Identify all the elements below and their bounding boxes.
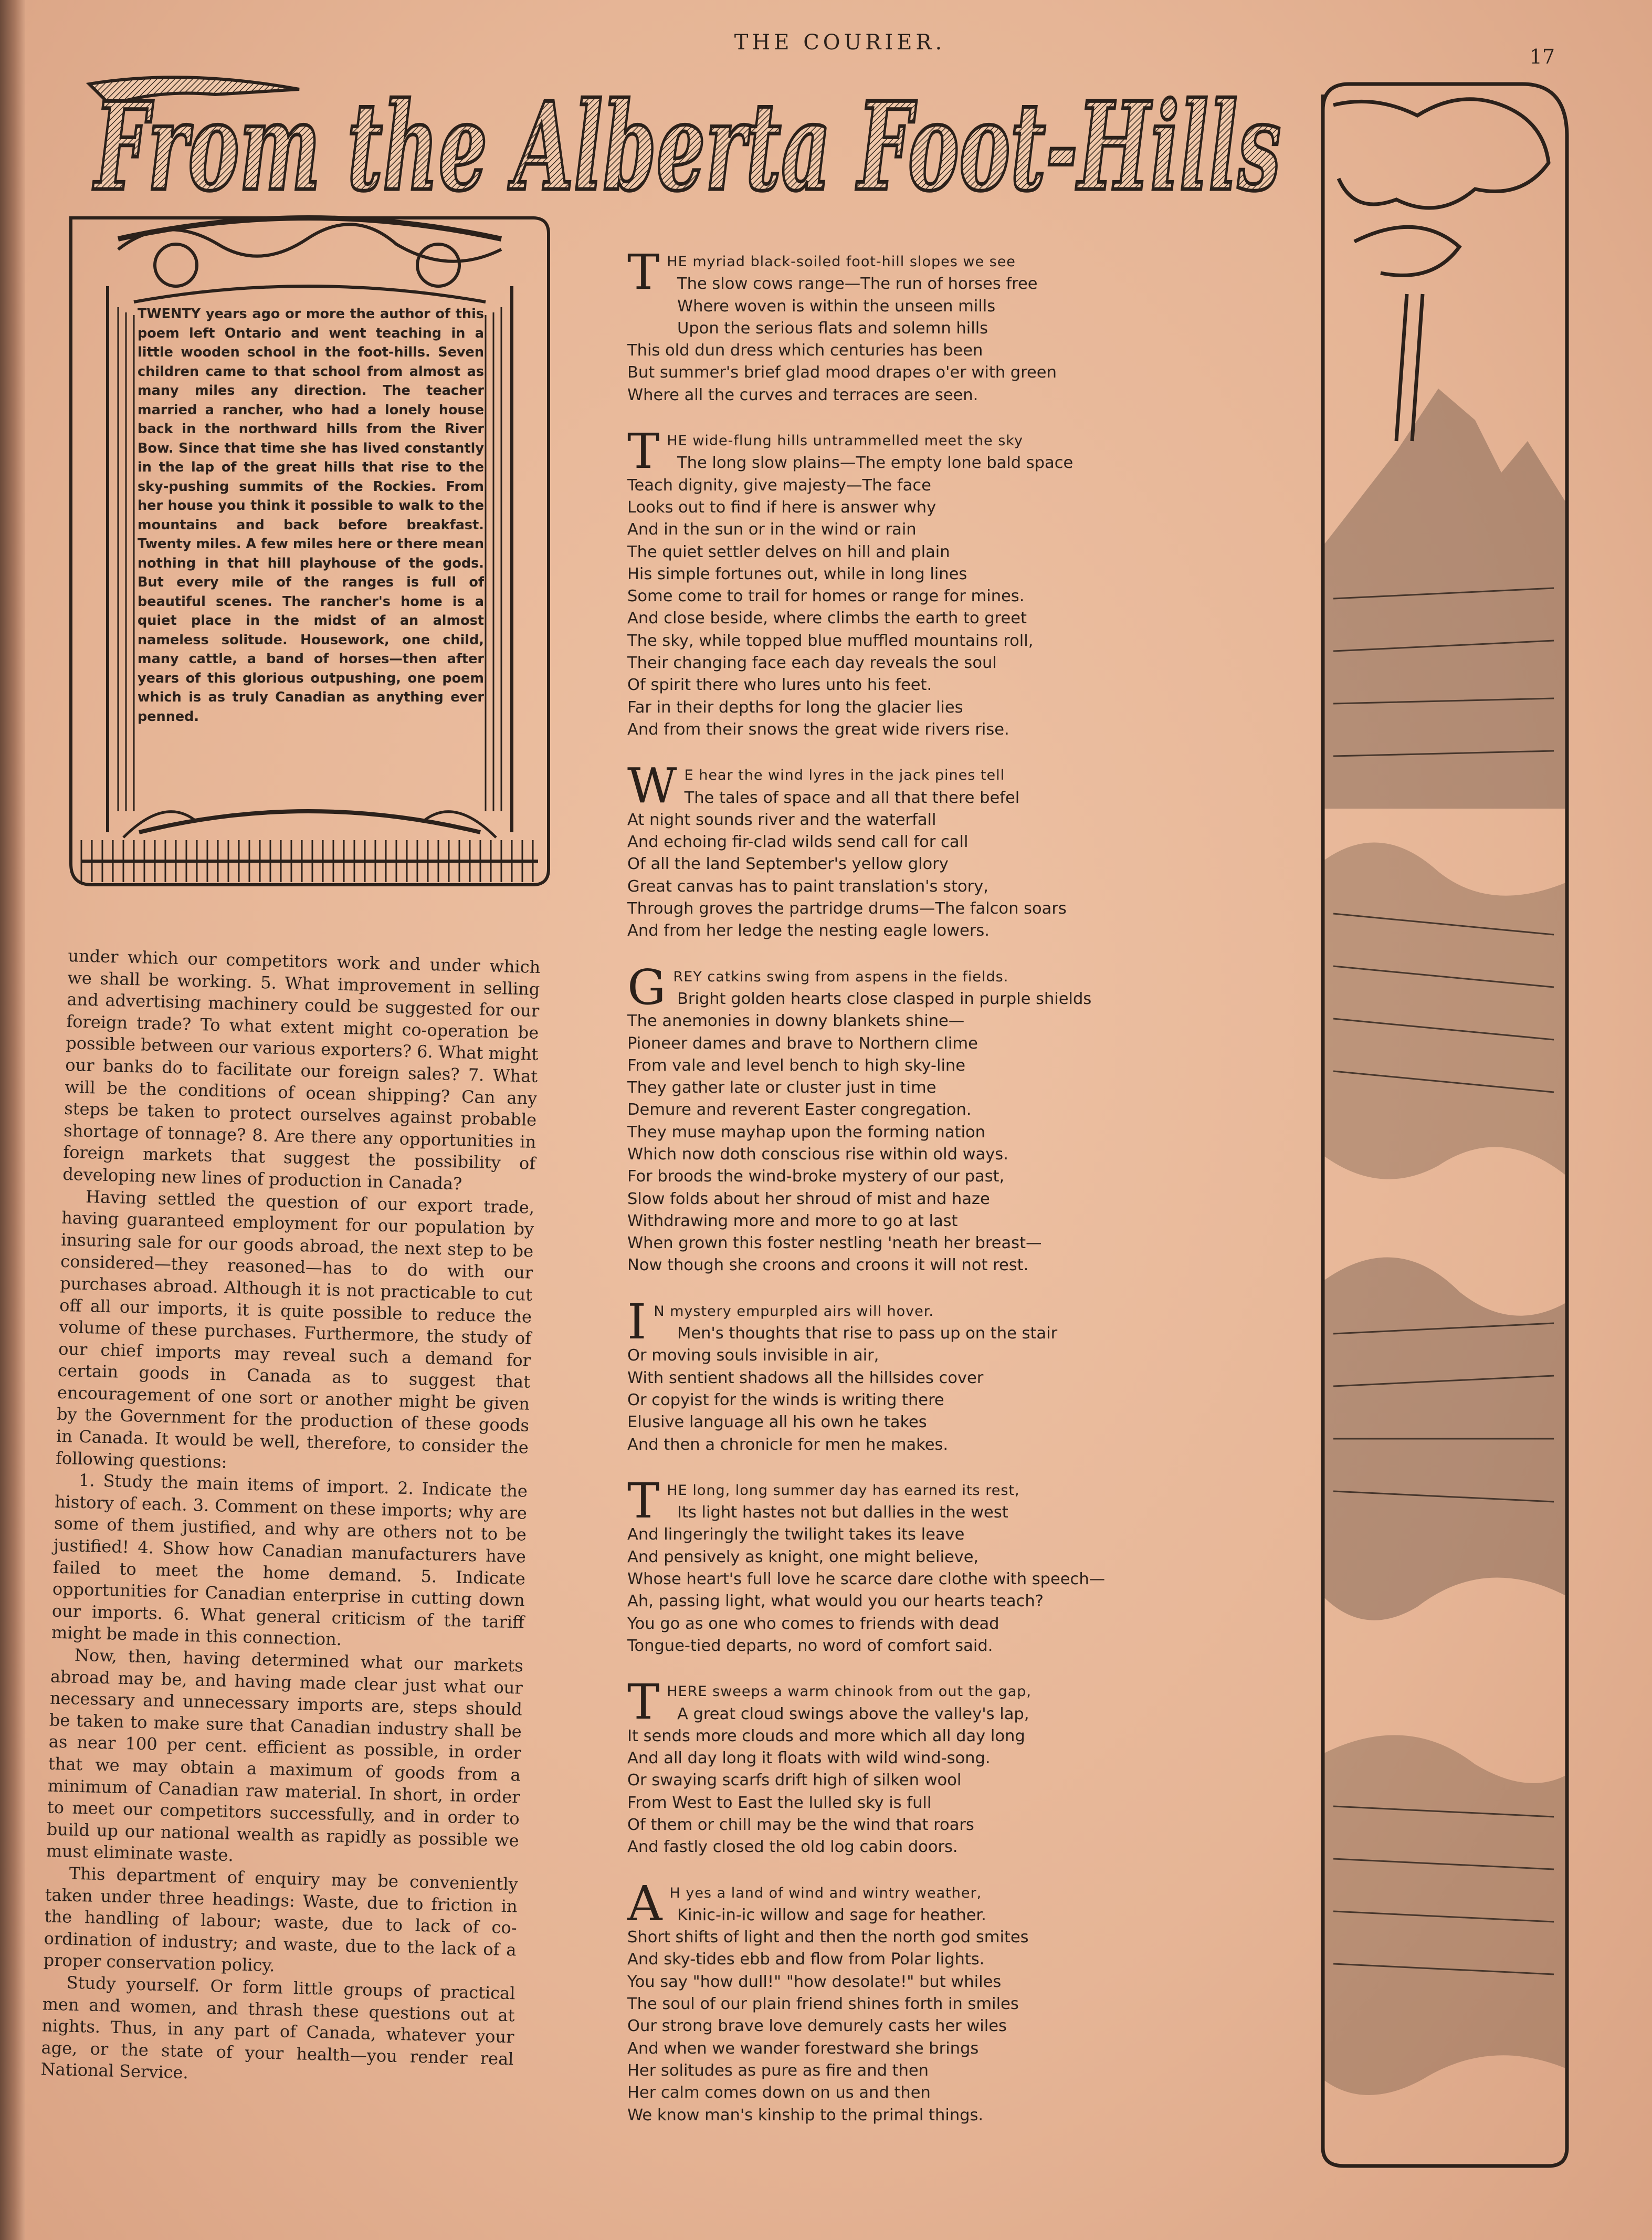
drop-cap: W xyxy=(627,758,677,814)
poem-line: The slow cows range—The run of horses free xyxy=(677,275,1038,294)
poem-line: Some come to trail for homes or range for mines. xyxy=(627,587,1025,606)
poem-line: Upon the serious flats and solemn hills xyxy=(677,319,988,338)
poem-line: HE myriad black-soiled foot-hill slopes we see xyxy=(667,254,1016,270)
poem-line: This old dun dress which centuries has been xyxy=(627,341,983,360)
binding-gutter xyxy=(0,0,25,2240)
poem-line: Their changing face each day reveals the soul xyxy=(627,654,997,673)
poem-line: Its light hastes not but dallies in the west xyxy=(677,1503,1008,1522)
poem-line: The long slow plains—The empty lone bald space xyxy=(677,454,1074,473)
poem-line: Looks out to find if here is answer why xyxy=(627,498,937,517)
drop-cap: I xyxy=(627,1293,647,1350)
drop-cap: T xyxy=(627,1674,660,1731)
poem-line: The soul of our plain friend shines forth in smiles xyxy=(627,1995,1019,2014)
poem-line: Of spirit there who lures unto his feet. xyxy=(627,676,932,695)
poem-line: Of them or chill may be the wind that roars xyxy=(627,1816,974,1834)
poem-line: H yes a land of wind and wintry weather, xyxy=(669,1885,982,1901)
paragraph: This department of enquiry may be conveniently taken under three headings: Waste, due to friction in the handling of labour; waste, due to lack of co-ordination of industry; and waste, due to the lack of a proper conservation policy. xyxy=(43,1863,519,1976)
poem-line: Tongue-tied departs, no word of comfort said. xyxy=(627,1636,993,1655)
poem-line: HE wide-flung hills untrammelled meet the sky xyxy=(667,433,1023,449)
poem-line: And close beside, where climbs the earth to greet xyxy=(627,609,1027,628)
poem-stanza xyxy=(627,1674,1194,1858)
poem-line: They muse mayhap upon the forming nation xyxy=(627,1123,985,1142)
poem-stanza xyxy=(627,1472,1194,1657)
poem-line: Slow folds about her shroud of mist and haze xyxy=(627,1189,990,1208)
poem-line: But summer's brief glad mood drapes o'er with green xyxy=(627,363,1057,382)
poem-line: You say "how dull!" "how desolate!" but whiles xyxy=(627,1972,1002,1991)
poem-line: When grown this foster nestling 'neath her breast— xyxy=(627,1234,1042,1253)
poem-line: At night sounds river and the waterfall xyxy=(627,810,937,829)
poem-line: Our strong brave love demurely casts her wiles xyxy=(627,2017,1007,2036)
poem-line: Elusive language all his own he takes xyxy=(627,1413,927,1432)
poem-stanza xyxy=(627,959,1194,1277)
poem-line: We know man's kinship to the primal things. xyxy=(627,2106,984,2124)
poem-line: And then a chronicle for men he makes. xyxy=(627,1435,949,1454)
poem-line: Or moving souls invisible in air, xyxy=(627,1346,879,1365)
poem-line: Kinic-in-ic willow and sage for heather. xyxy=(677,1906,986,1924)
poem-line: N mystery empurpled airs will hover. xyxy=(654,1303,934,1320)
poem-line: And all day long it floats with wild wind-song. xyxy=(627,1749,991,1768)
poem-line: Her solitudes as pure as fire and then xyxy=(627,2061,929,2080)
paragraph: 1. Study the main items of import. 2. Indicate the history of each. 3. Comment on these imports; why are some of them justified, and why are others not to be justified! 4. Show how Canadian manufacturers have failed to meet the home demand. 5. Indicate opportunities for Canadian enterprise in cutting down our imports. 6. What general criticism of the tariff might be made in this connection. xyxy=(51,1470,528,1650)
poem-line: Now though she croons and croons it will not rest. xyxy=(627,1256,1029,1275)
poem-line: Of all the land September's yellow glory xyxy=(627,855,949,874)
poem-line: Or swaying scarfs drift high of silken wool xyxy=(627,1771,962,1790)
poem-line: E hear the wind lyres in the jack pines tell xyxy=(684,767,1005,784)
poem-line: Which now doth conscious rise within old ways. xyxy=(627,1145,1008,1164)
article-column xyxy=(40,945,541,2092)
poem-line: Where woven is within the unseen mills xyxy=(677,297,996,316)
mountain-illustration xyxy=(1302,74,1580,2174)
poem-line: Ah, passing light, what would you our hearts teach? xyxy=(627,1592,1044,1611)
poem-line: The sky, while topped blue muffled mountains roll, xyxy=(627,631,1034,650)
drop-cap: T xyxy=(627,423,660,480)
poem-line: And from her ledge the nesting eagle lowers. xyxy=(627,922,990,940)
poem-line: A great cloud swings above the valley's lap, xyxy=(677,1704,1029,1723)
drop-cap: T xyxy=(627,244,660,300)
foothills-drawing xyxy=(1302,74,1580,2174)
poem-line: Whose heart's full love he scarce dare clothe with speech— xyxy=(627,1570,1106,1589)
svg-text:From the Alberta Foot-Hills: From the Alberta Foot-Hills xyxy=(92,76,1281,218)
poem-line: You go as one who comes to friends with dead xyxy=(627,1614,999,1633)
intro-text: TWENTY years ago or more the author of this poem left Ontario and went teaching in a little wooden school in the foot-hills. Seven children came to that school from almost as many miles any direction. The teacher married a rancher, who had a lonely house back in the northward hills from the River Bow. Since that time she has lived constantly in the lap of the great hills that rise to the sky-pushing summits of the Rockies. From her house you think it possible to walk to the mountains and back before breakfast. Twenty miles. A few miles here or there mean nothing in that hill playhouse of the gods. But every mile of the ranges is full of beautiful scenes. The rancher's home is a quiet place in the midst of an almost nameless solitude. Housework, one child, many cattle, a band of horses—then after years of this glorious outpushing, one poem which is as truly Canadian as anything ever penned. xyxy=(138,306,484,725)
poem-line: And lingeringly the twilight takes its leave xyxy=(627,1525,965,1544)
poem-line: Her calm comes down on us and then xyxy=(627,2084,931,2102)
poem-line: HERE sweeps a warm chinook from out the gap, xyxy=(667,1683,1032,1700)
headline xyxy=(79,74,1297,226)
poem-line: Withdrawing more and more to go at last xyxy=(627,1211,958,1230)
headline-lettering xyxy=(79,74,1297,226)
poem-line: Men's thoughts that rise to pass up on the stair xyxy=(677,1324,1058,1343)
poem-line: From vale and level bench to high sky-line xyxy=(627,1056,966,1075)
poem-stanza xyxy=(627,1293,1194,1456)
poem-line: Short shifts of light and then the north god smites xyxy=(627,1928,1029,1947)
poem-line: Teach dignity, give majesty—The face xyxy=(627,476,931,495)
poem-stanza xyxy=(627,423,1194,741)
poem-line: And sky-tides ebb and flow from Polar lights. xyxy=(627,1950,985,1969)
poem-line: Bright golden hearts close clasped in purple shields xyxy=(677,989,1092,1008)
poem-stanza xyxy=(627,1875,1194,2127)
poem-line: Or copyist for the winds is writing there xyxy=(627,1390,944,1409)
poem-line: And when we wander forestward she brings xyxy=(627,2039,979,2058)
poem-line: And echoing fir-clad wilds send call for call xyxy=(627,833,969,852)
poem-line: It sends more clouds and more which all day long xyxy=(627,1726,1025,1745)
poem-line: From West to East the lulled sky is full xyxy=(627,1793,932,1812)
poem-line: And fastly closed the old log cabin doors. xyxy=(627,1838,958,1857)
running-head: THE COURIER. xyxy=(734,30,946,55)
poem-line: Where all the curves and terraces are seen. xyxy=(627,385,978,404)
poem-line: They gather late or cluster just in time xyxy=(627,1079,937,1097)
page-number: 17 xyxy=(1529,45,1555,68)
poem-line: And from their snows the great wide rivers rise. xyxy=(627,720,1009,739)
poem-line: And pensively as knight, one might believe, xyxy=(627,1547,979,1566)
poem-line: And in the sun or in the wind or rain xyxy=(627,520,917,539)
paragraph: Now, then, having determined what our markets abroad may be, and having made clear just what our necessary and unnecessary imports are, steps should be taken to make sure that Canadian industry shall be as near 100 per cent. efficient as possible, in order that we may obtain a maximum of goods from a minimum of Canadian raw material. In short, in order to meet our competitors successfully, and in order to build up our national wealth as rapidly as possible we must eliminate waste. xyxy=(46,1645,524,1866)
poem-line: The quiet settler delves on hill and plain xyxy=(627,542,950,561)
poem xyxy=(627,244,1194,2150)
poem-line: Pioneer dames and brave to Northern clime xyxy=(627,1034,978,1053)
drop-cap: A xyxy=(627,1875,662,1932)
drop-cap: T xyxy=(627,1472,660,1529)
poem-line: Demure and reverent Easter congregation. xyxy=(627,1101,972,1119)
poem-line: The anemonies in downy blankets shine— xyxy=(627,1012,965,1031)
poem-line: Far in their depths for long the glacier lies xyxy=(627,698,963,717)
poem-line: His simple fortunes out, while in long lines xyxy=(627,564,967,583)
poem-line: For broods the wind-broke mystery of our past, xyxy=(627,1167,1005,1186)
paragraph: Study yourself. Or form little groups of practical men and women, and thrash these questions out at nights. Thus, in any part of Canada, whatever your age, or the state of your health—you render real National Service. xyxy=(40,1972,515,2083)
poem-line: Great canvas has to paint translation's story, xyxy=(627,877,988,896)
poem-line: With sentient shadows all the hillsides cover xyxy=(627,1368,984,1387)
poem-stanza xyxy=(627,758,1194,942)
poem-stanza xyxy=(627,244,1194,406)
poem-line: The tales of space and all that there befel xyxy=(684,788,1020,807)
poem-line: Through groves the partridge drums—The falcon soars xyxy=(627,899,1067,918)
paragraph: under which our competitors work and under which we shall be working. 5. What improvement in selling and advertising machinery could be suggested for our foreign trade? To what extent might co-operation be possible between our various exporters? 6. What might our banks do to facilitate our foreign sales? 7. What will be the conditions of ocean shipping? Can any steps be taken to protect ourselves against probable shortage of tonnage? 8. Are there any opportunities in foreign markets that suggest the possibility of developing new lines of production in Canada? xyxy=(62,945,541,1194)
paragraph: Having settled the question of our export trade, having guaranteed employment for our population by insuring sale for our goods abroad, the next step to be considered—they reasoned—has to do with our purchases abroad. Although it is not practicable to cut off all our imports, it is quite possible to reduce the volume of these purchases. Furthermore, the study of our chief imports may reveal such a demand for certain goods in Canada as to suggest that encouragement of one sort or another might be given by the Government for the production of these goods in Canada. It would be well, therefore, to consider the following questions: xyxy=(55,1186,535,1472)
drop-cap: G xyxy=(627,959,666,1016)
poem-line: HE long, long summer day has earned its rest, xyxy=(667,1482,1020,1499)
poem-line: REY catkins swing from aspens in the fields. xyxy=(673,968,1009,985)
